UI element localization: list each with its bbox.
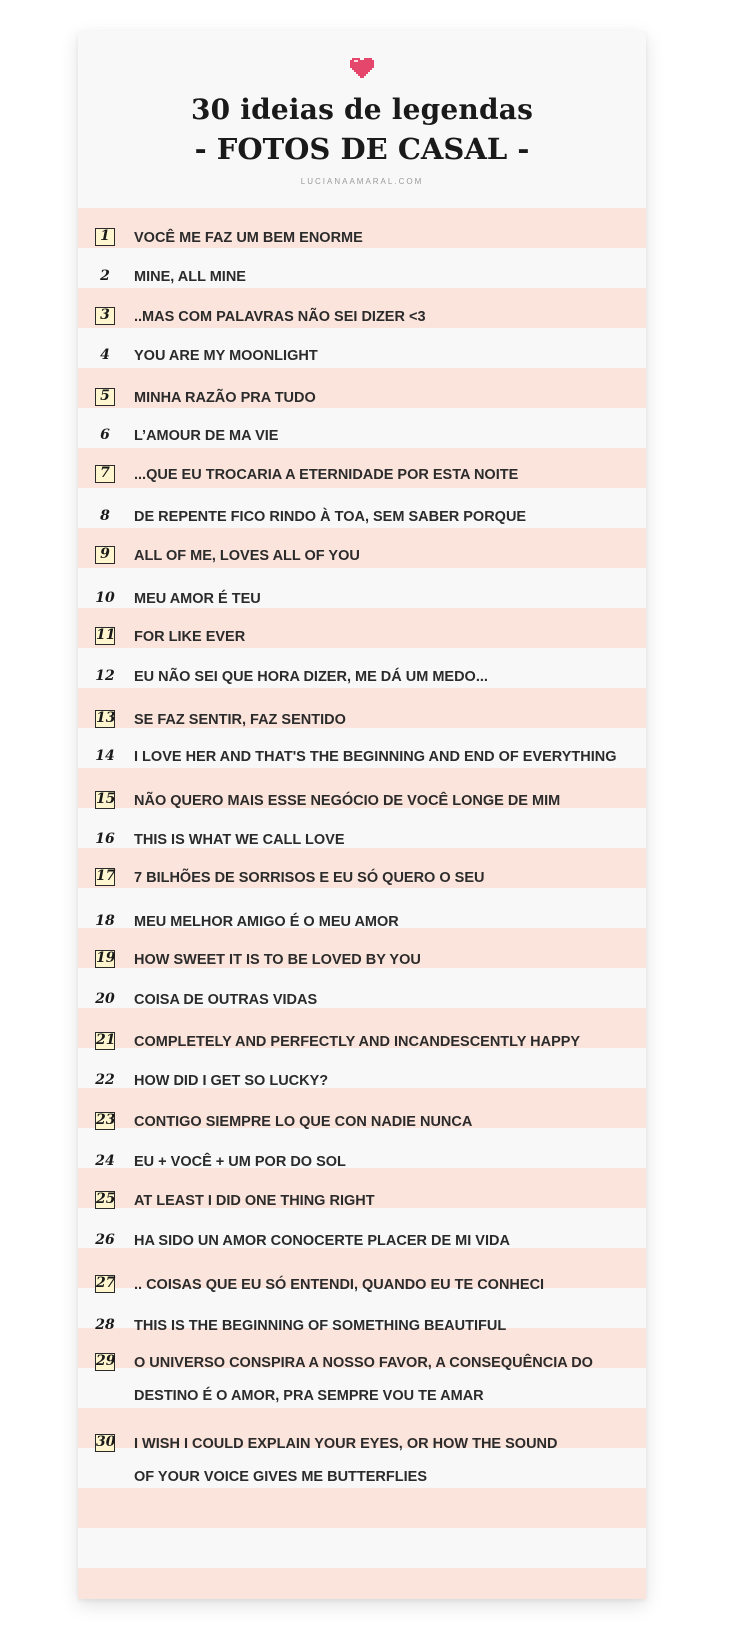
caption-number: 15 [96,791,116,807]
caption-item [78,421,646,451]
caption-item [78,383,646,413]
caption-number: 24 [95,1153,115,1169]
caption-number: 7 [95,465,115,483]
caption-text: O UNIVERSO CONSPIRA A NOSSO FAVOR, A CONSEQUÊNCIA DO [134,1355,593,1371]
caption-item [78,223,646,253]
caption-text: ALL OF ME, LOVES ALL OF YOU [134,548,360,564]
stripe [78,1568,646,1599]
caption-item [78,1226,646,1256]
caption-item [78,1429,646,1485]
caption-number: 22 [95,1072,115,1088]
caption-number: 3 [95,307,115,325]
caption-number: 26 [95,1232,115,1248]
caption-item [78,262,646,292]
caption-item [78,1311,646,1341]
caption-item [78,985,646,1015]
caption-text: MEU MELHOR AMIGO É O MEU AMOR [134,914,399,930]
caption-item [78,786,646,816]
caption-text: VOCÊ ME FAZ UM BEM ENORME [134,230,363,246]
caption-number: 5 [95,388,115,406]
caption-number: 18 [95,913,115,929]
caption-item [78,541,646,571]
caption-text: MEU AMOR É TEU [134,591,261,607]
caption-text: CONTIGO SIEMPRE LO QUE CON NADIE NUNCA [134,1114,473,1130]
caption-text: I LOVE HER AND THAT'S THE BEGINNING AND END OF EVERYTHING [134,749,617,765]
caption-text: MINHA RAZÃO PRA TUDO [134,390,316,406]
caption-item [78,1107,646,1137]
caption-item [78,302,646,332]
caption-number: 17 [96,868,116,884]
caption-number: 4 [100,347,110,363]
caption-number: 2 [100,268,110,284]
caption-number: 23 [96,1112,116,1128]
caption-number: 1 [95,228,115,246]
caption-item [78,742,646,772]
caption-item [78,341,646,371]
caption-item [78,863,646,893]
caption-number: 8 [100,508,110,524]
caption-item [78,1348,646,1404]
caption-number: 13 [96,710,116,726]
caption-text: HA SIDO UN AMOR CONOCERTE PLACER DE MI VIDA [134,1233,510,1249]
caption-number: 16 [95,831,115,847]
caption-text: EU + VOCÊ + UM POR DO SOL [134,1154,346,1170]
caption-text: AT LEAST I DID ONE THING RIGHT [134,1193,375,1209]
caption-item [78,584,646,614]
caption-number: 20 [95,991,115,1007]
site-url: LUCIANAAMARAL.COM [300,177,424,186]
caption-text: 7 BILHÕES DE SORRISOS E EU SÓ QUERO O SEU [134,870,485,886]
caption-item [78,502,646,532]
caption-text: THIS IS WHAT WE CALL LOVE [134,832,345,848]
caption-text: HOW SWEET IT IS TO BE LOVED BY YOU [134,952,421,968]
caption-item [78,1186,646,1216]
caption-text: COMPLETELY AND PERFECTLY AND INCANDESCENTLY HAPPY [134,1034,581,1050]
caption-number: 19 [96,950,116,966]
caption-number: 28 [95,1317,115,1333]
caption-text: YOU ARE MY MOONLIGHT [134,348,318,364]
caption-text: COISA DE OUTRAS VIDAS [134,992,318,1008]
caption-item [78,662,646,692]
caption-number: 6 [100,427,110,443]
caption-item [78,945,646,975]
caption-text: DE REPENTE FICO RINDO À TOA, SEM SABER PORQUE [134,509,527,525]
caption-item [78,622,646,652]
caption-item [78,460,646,490]
caption-number: 14 [95,748,115,764]
caption-number: 9 [95,546,115,564]
heart-icon [350,58,374,80]
caption-item [78,1270,646,1300]
caption-item [78,1066,646,1096]
caption-item [78,825,646,855]
caption-number: 10 [95,590,115,606]
stripe [78,1488,646,1528]
caption-number: 27 [96,1275,116,1291]
caption-text: FOR LIKE EVER [134,629,246,645]
caption-number: 11 [96,627,116,643]
caption-text-line-2: OF YOUR VOICE GIVES ME BUTTERFLIES [134,1469,427,1485]
caption-text: EU NÃO SEI QUE HORA DIZER, ME DÁ UM MEDO... [134,669,488,685]
caption-text: I WISH I COULD EXPLAIN YOUR EYES, OR HOW THE SOUND [134,1436,558,1452]
caption-number: 21 [96,1032,116,1048]
caption-item [78,1027,646,1057]
caption-number: 29 [96,1353,116,1369]
caption-number: 30 [96,1434,116,1450]
title-line-1: 30 ideias de legendas [190,93,534,126]
caption-item [78,1147,646,1177]
infographic-card [78,31,646,1599]
caption-text: .. COISAS QUE EU SÓ ENTENDI, QUANDO EU TE CONHECI [134,1277,545,1293]
caption-text: ...QUE EU TROCARIA A ETERNIDADE POR ESTA NOITE [134,467,519,483]
caption-text: NÃO QUERO MAIS ESSE NEGÓCIO DE VOCÊ LONGE DE MIM [134,793,561,809]
caption-text-line-2: DESTINO É O AMOR, PRA SEMPRE VOU TE AMAR [134,1388,484,1404]
caption-text: THIS IS THE BEGINNING OF SOMETHING BEAUTIFUL [134,1318,507,1334]
caption-text: L’AMOUR DE MA VIE [134,428,279,444]
caption-text: HOW DID I GET SO LUCKY? [134,1073,329,1089]
title-line-2: - FOTOS DE CASAL - [194,132,530,166]
caption-number: 25 [96,1191,116,1207]
caption-number: 12 [95,668,115,684]
caption-text: ..MAS COM PALAVRAS NÃO SEI DIZER <3 [134,309,426,325]
caption-item [78,907,646,937]
caption-item [78,705,646,735]
caption-text: SE FAZ SENTIR, FAZ SENTIDO [134,712,346,728]
caption-text: MINE, ALL MINE [134,269,246,285]
